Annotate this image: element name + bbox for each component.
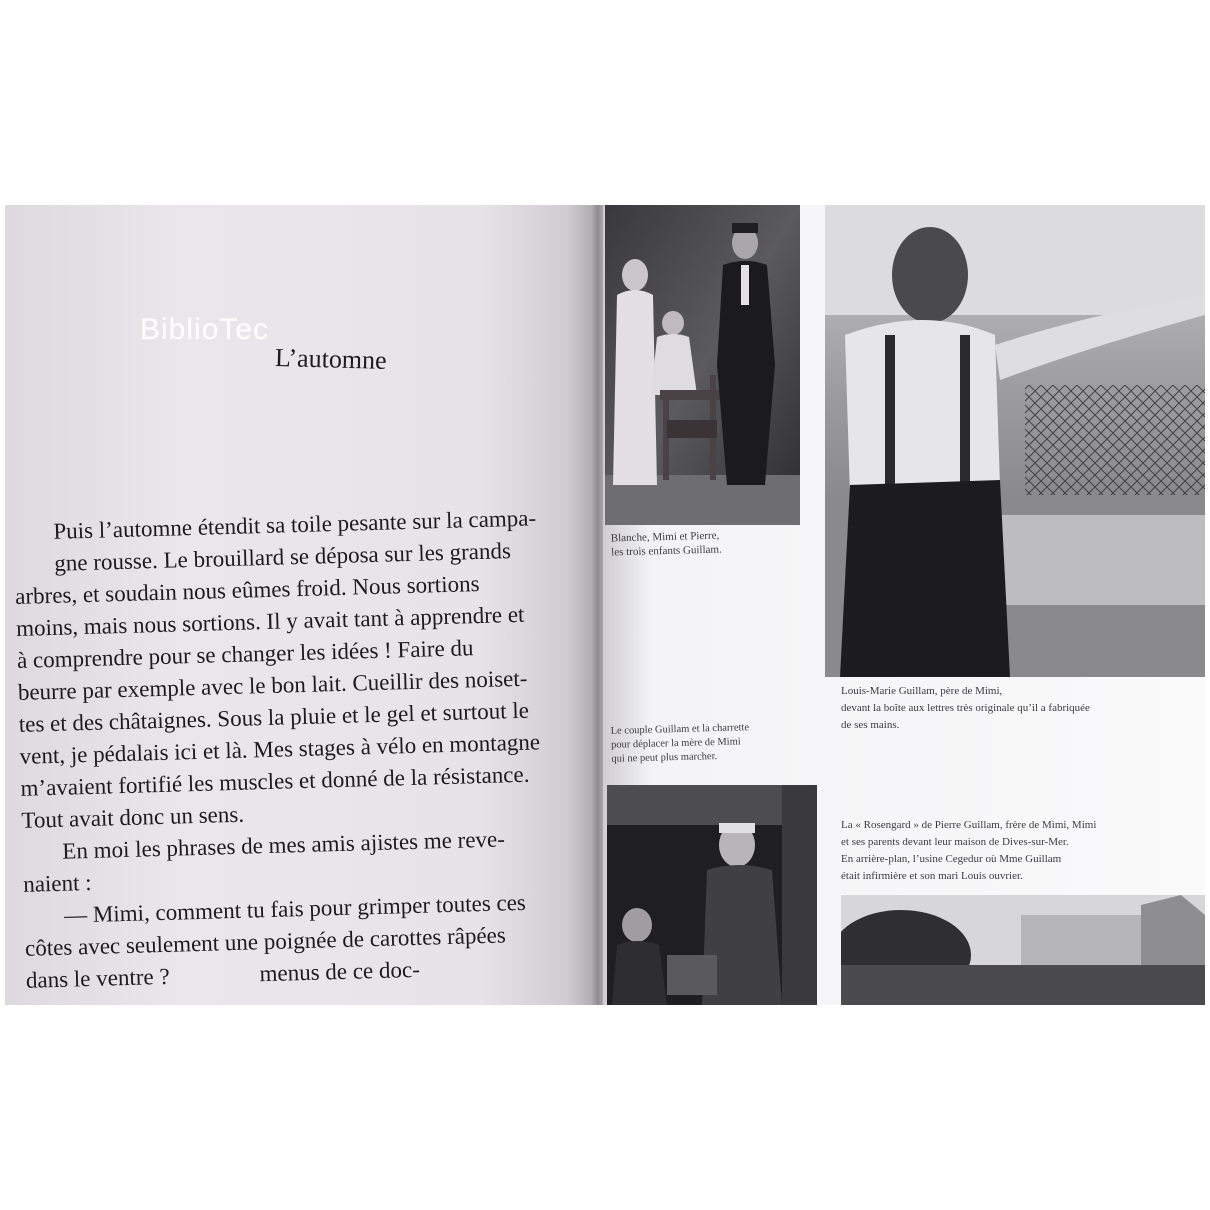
caption-line: devant la boîte aux lettres très originale qu’il a fabriquée: [841, 702, 1090, 714]
text-line: moins, mais nous sortions. Il y avait tant à apprendre et: [15, 601, 525, 641]
caption-house: [841, 817, 1096, 885]
caption-couple: [610, 721, 750, 767]
caption-line: pour déplacer la mère de Mimi: [610, 736, 741, 751]
text-line: Puis l’automne étendit sa toile pesante sur la campa-: [53, 505, 537, 544]
text-line-content: dans le ventre ?: [25, 963, 170, 993]
caption-line: les trois enfants Guillam.: [611, 543, 722, 559]
partial-line: menus de ce doc-: [259, 956, 421, 987]
couple-photo: [607, 785, 817, 1005]
caption-line: Louis-Marie Guillam, père de Mimi,: [841, 685, 1003, 697]
caption-line: La « Rosengard » de Pierre Guillam, frère de Mimi, Mimi: [841, 819, 1097, 831]
text-line: Tout avait donc un sens.: [21, 801, 245, 833]
chapter-title: L’automne: [274, 343, 388, 375]
text-line: En moi les phrases de mes amis ajistes me reve-: [62, 826, 506, 864]
family-portrait-photo: [605, 205, 800, 525]
caption-line: En arrière-plan, l’usine Cegedur où Mme Guillam: [841, 853, 1062, 865]
text-line: tes et des châtaignes. Sous la pluie et le gel et surtout le: [18, 697, 530, 737]
watermark: BiblioTec: [140, 313, 270, 346]
right-page: [603, 205, 1205, 1005]
father-photo: [825, 205, 1205, 677]
caption-line: était infirmière et son mari Louis ouvrier.: [841, 870, 1023, 882]
caption-father: [841, 683, 1090, 734]
house-photo: [841, 895, 1205, 1005]
text-line-content: Mimi, comment tu fais pour grimper toutes ces: [92, 889, 527, 927]
caption-line: Blanche, Mimi et Pierre,: [610, 529, 720, 545]
text-line: à comprendre pour se changer les idées ! Faire du: [16, 635, 474, 673]
text-line: naient :: [22, 869, 92, 897]
caption-line: qui ne peut plus marcher.: [611, 751, 718, 765]
text-line: vent, je pédalais ici et là. Mes stages à vélo en montagne: [19, 729, 541, 769]
caption-line: Le couple Guillam et la charrette: [610, 722, 750, 737]
caption-family: [611, 529, 722, 560]
dialogue-dash: —: [63, 902, 88, 928]
text-line: arbres, et soudain nous eûmes froid. Nous sortions: [14, 571, 480, 609]
text-line: gne rousse. Le brouillard se déposa sur les grands: [53, 538, 512, 576]
caption-line: de ses mains.: [841, 719, 900, 731]
caption-line: et ses parents devant leur maison de Dives-sur-Mer.: [841, 836, 1069, 848]
body-text: [13, 501, 601, 997]
text-line: m’avaient fortifié les muscles et donné de la résistance.: [20, 761, 530, 801]
left-page: [5, 205, 597, 1005]
text-line: côtes avec seulement une poignée de carottes râpées: [24, 922, 507, 961]
text-line: beurre par exemple avec le bon lait. Cueillir des noiset-: [17, 665, 528, 705]
book-photo: [5, 205, 1205, 1005]
